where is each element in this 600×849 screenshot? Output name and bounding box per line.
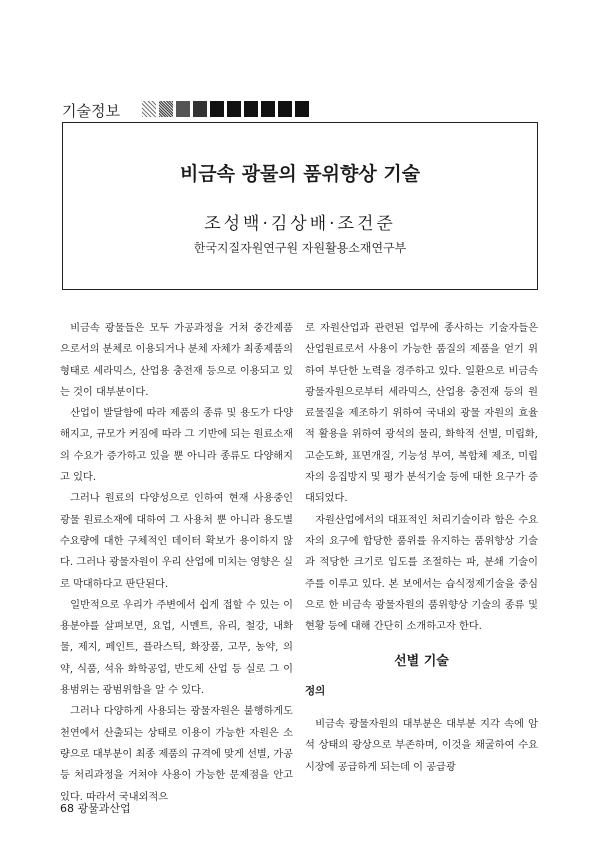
paragraph: 산업이 발달함에 따라 제품의 종류 및 용도가 다양해지고, 규모가 커짐에 따라 그 기반에 되는 원료소재의 수요가 증가하고 있을 뿐 아니라 종류도 다양해지고 있다. — [60, 408, 293, 484]
title-box — [62, 122, 538, 290]
paragraph: 자원산업에서의 대표적인 처리기술이라 함은 수요자의 요구에 합당한 품위를 유지하는 품위향상 기술과 적당한 크기로 입도를 조절하는 파, 분쇄 기술이 주를 이루고 있다. 본 보에서는 습식정제기술을 중심으로 한 비금속 광물자원의 품위향상 기술의 종류 및 현황 등에 대해 간단히 소개하고자 한다. — [305, 514, 538, 633]
paragraph: 일반적으로 우리가 주변에서 쉽게 접할 수 있는 이용분야를 살펴보면, 요업, 시멘트, 유리, 철강, 내화물, 제지, 페인트, 플라스틱, 화장품, 고무, 농약, 의약, 식품, 석유 화학공업, 반도체 산업 등 실로 그 이용범위는 광범위함을 알 수 있다. — [60, 599, 293, 697]
decor-square — [278, 101, 292, 117]
decor-square — [295, 101, 309, 117]
decor-square — [261, 101, 275, 117]
decor-square — [210, 101, 224, 117]
paragraph: 그러나 원료의 다양성으로 인하여 현재 사용중인 광물 원료소재에 대하여 그 사용처 뿐 아니라 용도별 수요량에 대한 구체적인 데이터 확보가 용이하지 않다. 그러나 광물자원이 우리 산업에 미치는 영향은 실로 막대하다고 판단된다. — [60, 493, 293, 590]
section-heading: 선별 기술 — [394, 654, 449, 670]
paragraph: 로 자원산업과 관련된 업무에 종사하는 기술자들은 산업원료로서 사용이 가능한 품질의 제품을 얻기 위하여 부단한 노력을 경주하고 있다. 일환으로 비금속 광물자원으로부터 세라믹스, 산업용 충전재 등의 원료물질을 제조하기 위하여 국내외 광물 자원의 효율적 활용을 위하여 광석의 물리, 화학적 선별, 미립화, 고순도화, 표면개질, 기능성 부여, 복합체 제조, 미립자의 응집방지 및 평가 분석기술 등에 대한 요구가 증대되었다. — [305, 323, 538, 505]
right-column — [305, 318, 538, 778]
decor-square — [142, 101, 156, 117]
authors: 조성백·김상배·조건준 — [204, 214, 396, 234]
paragraph: 비금속 광물들은 모두 가공과정을 거쳐 중간제품으로서의 분체로 이용되거나 분체 자체가 최종제품의 형태로 세라믹스, 산업용 충전재 등으로 이용되고 있는 것이 대부분이다. — [60, 323, 293, 398]
subheading: 정의 — [305, 684, 326, 697]
decor-square — [193, 101, 207, 117]
page-footer: 68 광물과산업 — [60, 802, 131, 815]
paragraph: 비금속 광물자원의 대부분은 대부분 지각 속에 암석 상태의 광상으로 부존하며, 이것을 채굴하여 수요시장에 공급하게 되는데 이 공급광 — [305, 719, 538, 773]
decor-square — [227, 101, 241, 117]
decor-square — [176, 101, 190, 117]
decor-square — [244, 101, 258, 117]
paragraph: 그러나 다양하게 사용되는 광물자원은 불행하게도 천연에서 산출되는 상태로 이용이 가능한 자원은 소량으로 대부분이 최종 제품의 규격에 맞게 선별, 가공 등 처리과정을 거쳐야 사용이 가능한 문제점을 안고 있다. 따라서 국내외적으 — [60, 706, 293, 803]
left-column — [60, 318, 293, 808]
section-tag: 기술정보 — [62, 102, 120, 120]
tag-decoration — [142, 101, 309, 117]
decor-square — [159, 101, 173, 117]
affiliation: 한국지질자원연구원 자원활용소재연구부 — [193, 241, 407, 255]
article-title: 비금속 광물의 품위향상 기술 — [179, 163, 421, 185]
